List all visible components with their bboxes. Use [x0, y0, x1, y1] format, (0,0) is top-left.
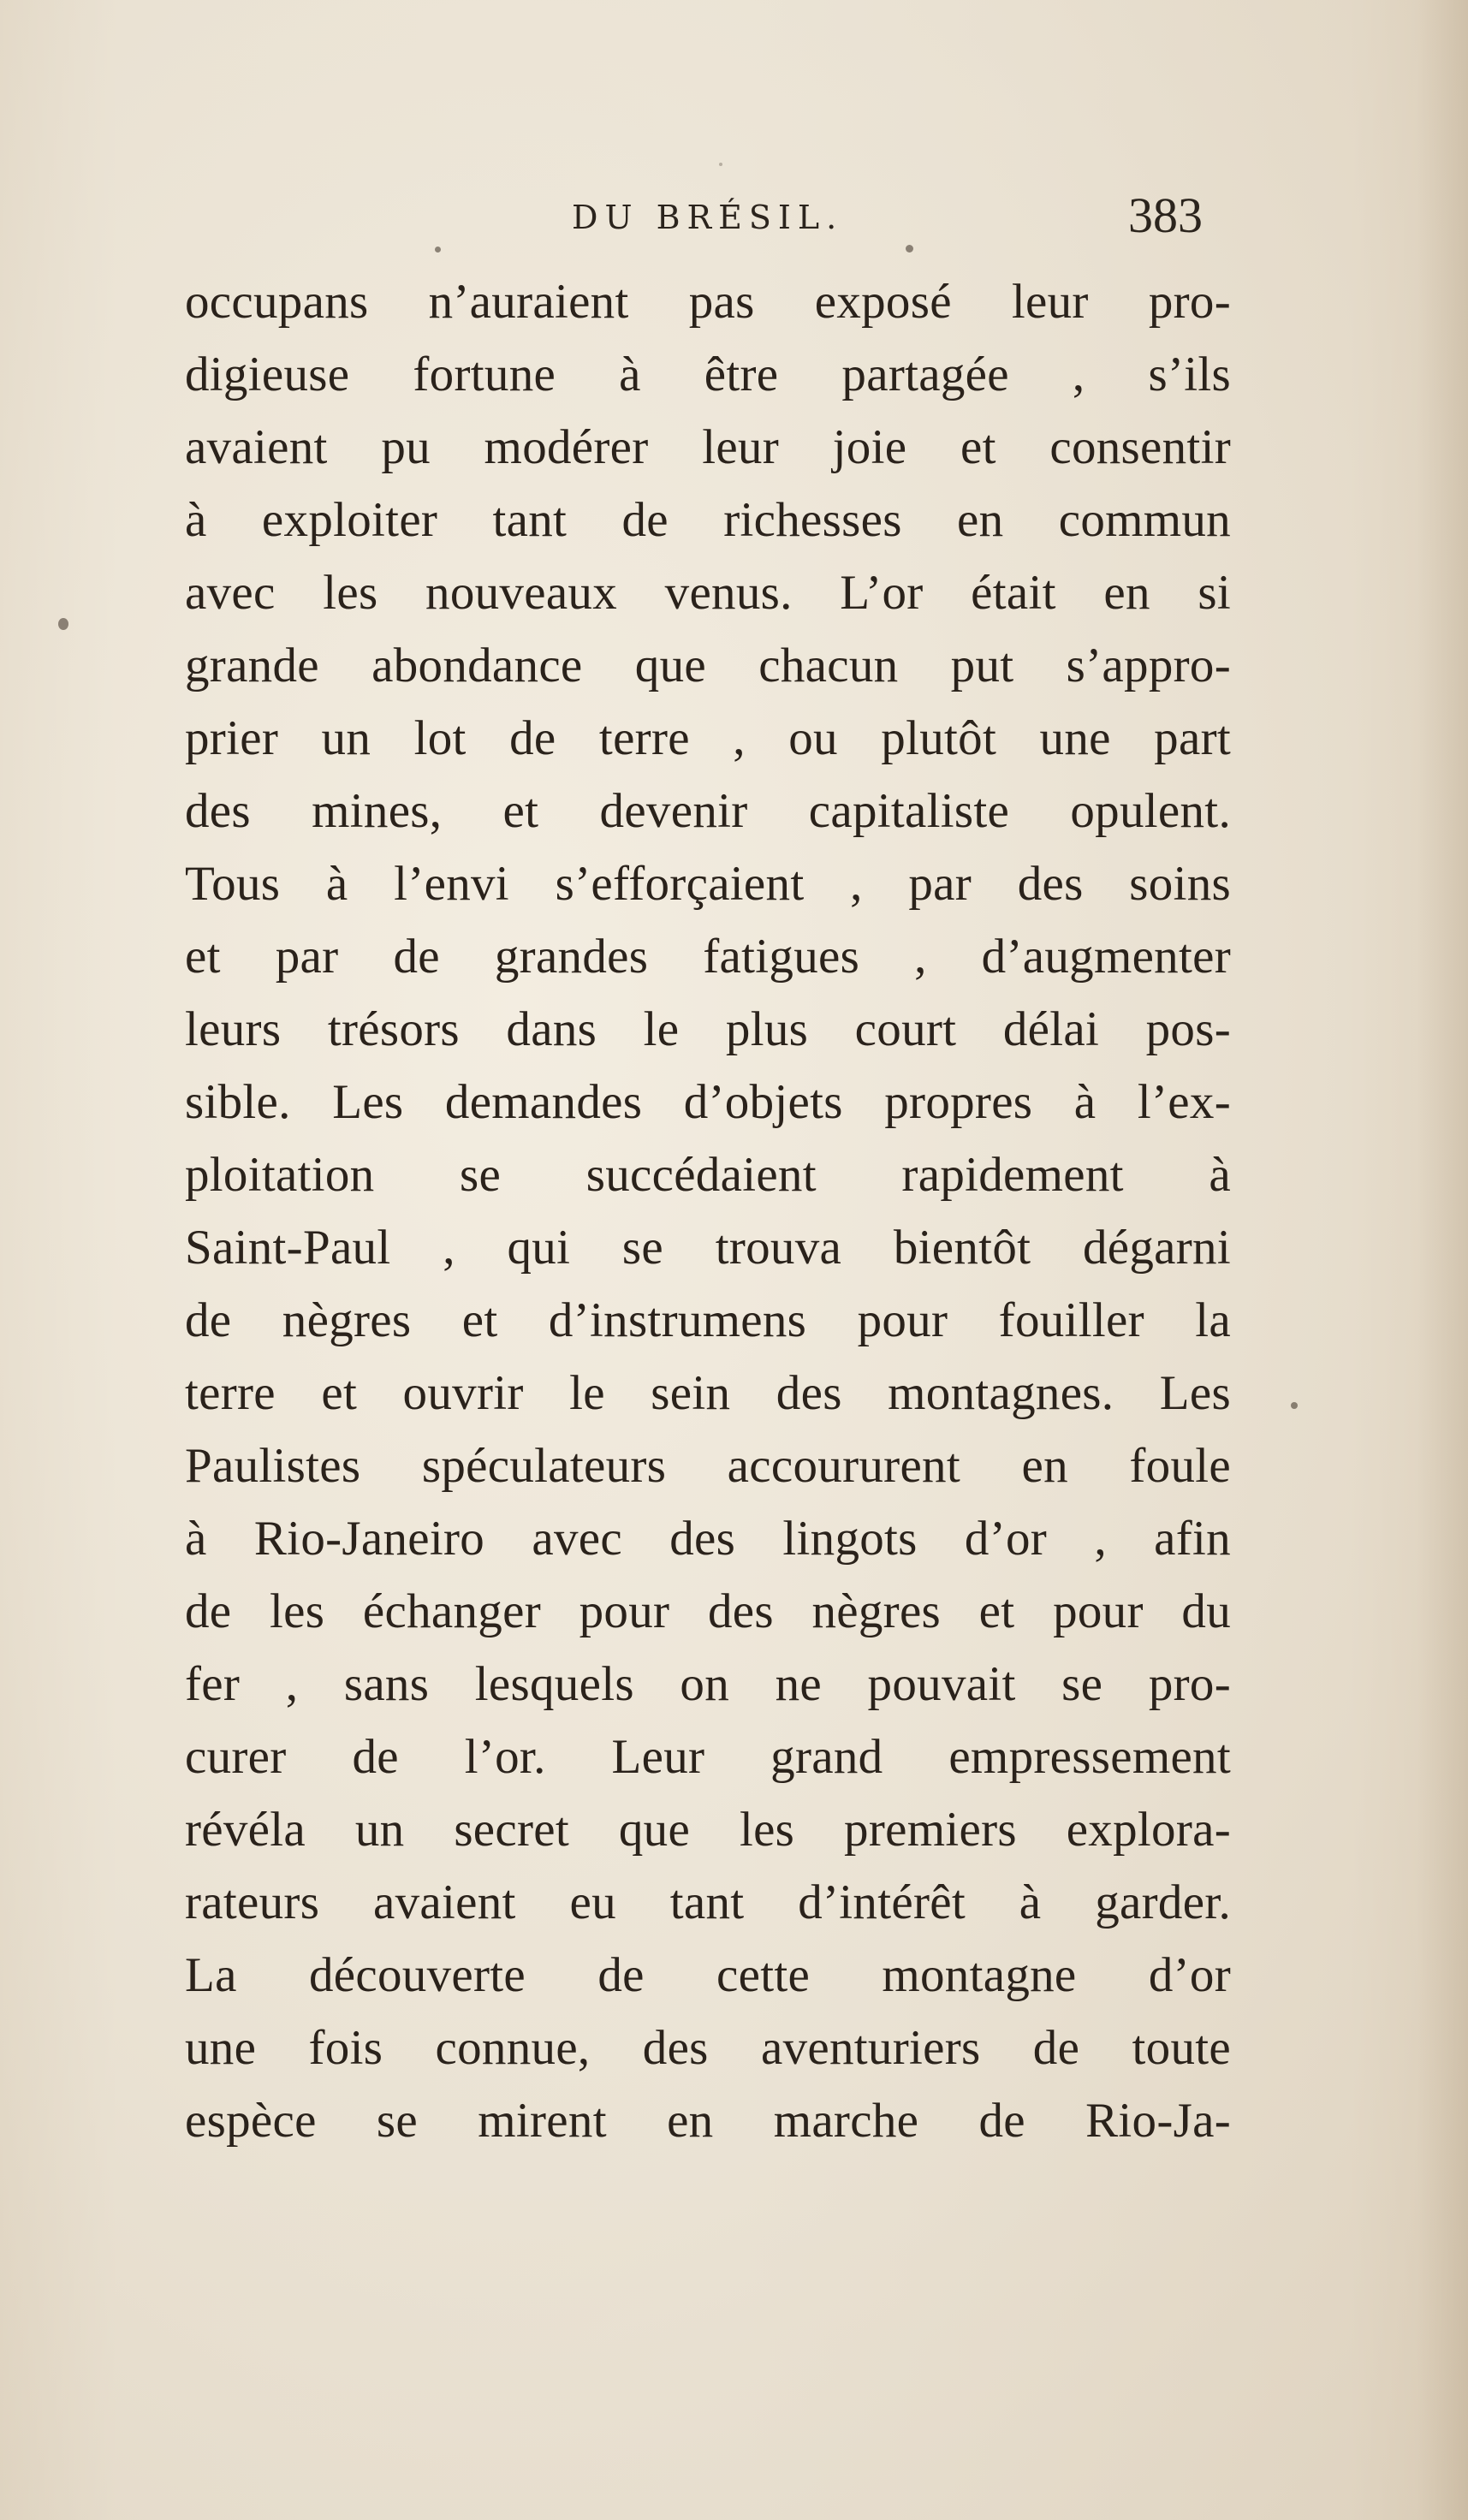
text-line: à exploiter tant de richesses en commun	[185, 493, 1231, 547]
text-line: Paulistes spéculateurs accoururent en foule	[185, 1439, 1231, 1493]
text-line: et par de grandes fatigues , d’augmenter	[185, 930, 1231, 984]
text-line: grande abondance que chacun put s’appro-	[185, 639, 1231, 692]
page-edge-shadow	[1417, 0, 1468, 2520]
body-text	[185, 265, 1231, 2157]
ink-speck	[58, 618, 68, 630]
text-line: prier un lot de terre , ou plutôt une part	[185, 711, 1231, 765]
text-line: avec les nouveaux venus. L’or était en si	[185, 566, 1231, 620]
text-line: terre et ouvrir le sein des montagnes. Les	[185, 1366, 1231, 1420]
text-line: espèce se mirent en marche de Rio-Ja-	[185, 2094, 1231, 2148]
text-line: de nègres et d’instrumens pour fouiller la	[185, 1293, 1231, 1347]
text-line: leurs trésors dans le plus court délai pos-	[185, 1002, 1231, 1056]
ink-speck	[719, 163, 722, 166]
running-head: DU BRÉSIL.	[572, 199, 844, 236]
text-line: rateurs avaient eu tant d’intérêt à garder.	[185, 1875, 1231, 1929]
text-line: révéla un secret que les premiers explora-	[185, 1803, 1231, 1857]
text-line: fer , sans lesquels on ne pouvait se pro-	[185, 1657, 1231, 1711]
text-line: ploitation se succédaient rapidement à	[185, 1148, 1231, 1202]
text-line: de les échanger pour des nègres et pour du	[185, 1584, 1231, 1638]
text-line: curer de l’or. Leur grand empressement	[185, 1730, 1231, 1784]
text-line: occupans n’auraient pas exposé leur pro-	[185, 275, 1231, 329]
text-line: sible. Les demandes d’objets propres à l’ex-	[185, 1075, 1231, 1129]
text-line: Saint-Paul , qui se trouva bientôt dégarni	[185, 1221, 1231, 1275]
page-header	[0, 187, 1468, 255]
ink-speck	[1291, 1402, 1298, 1409]
text-line: des mines, et devenir capitaliste opulent.	[185, 784, 1231, 838]
text-line: une fois connue, des aventuriers de toute	[185, 2021, 1231, 2075]
page-number: 383	[1128, 187, 1203, 243]
text-line: Tous à l’envi s’efforçaient , par des soins	[185, 857, 1231, 911]
text-line: digieuse fortune à être partagée , s’ils	[185, 348, 1231, 401]
text-line: avaient pu modérer leur joie et consentir	[185, 420, 1231, 474]
text-line: à Rio-Janeiro avec des lingots d’or , afin	[185, 1512, 1231, 1566]
text-line: La découverte de cette montagne d’or	[185, 1948, 1231, 2002]
